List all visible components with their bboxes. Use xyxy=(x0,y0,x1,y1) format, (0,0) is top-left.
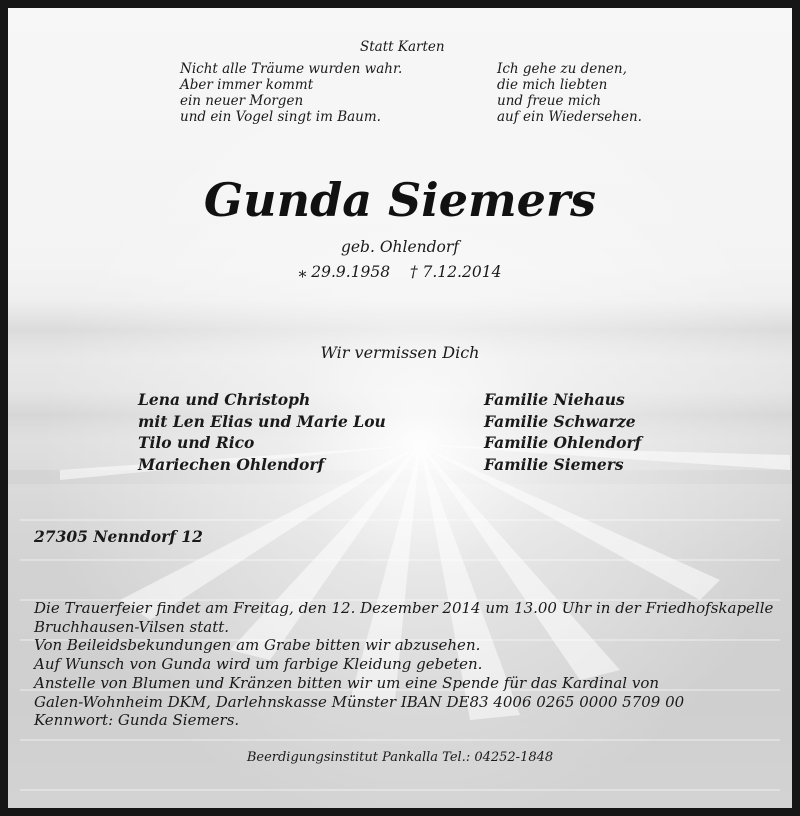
poem-right-line: und freue mich xyxy=(497,93,602,109)
mourner-line: Familie Schwarze xyxy=(484,411,636,431)
poem-right-line: die mich liebten xyxy=(497,77,608,93)
poem-right-line: auf ein Wiedersehen. xyxy=(497,109,642,125)
poem-left xyxy=(180,61,402,125)
poem-left-line: und ein Vogel singt im Baum. xyxy=(180,109,381,125)
mourner-line: Familie Ohlendorf xyxy=(484,433,642,452)
notice-line: Kennwort: Gunda Siemers. xyxy=(34,711,240,730)
birth-name: geb. Ohlendorf xyxy=(340,238,460,256)
notice-line: Auf Wunsch von Gunda wird um farbige Kleidung gebeten. xyxy=(34,655,483,674)
birth-symbol: ⁎ xyxy=(298,263,307,281)
address: 27305 Nenndorf 12 xyxy=(34,527,203,546)
notice-line: Bruchhausen-Vilsen statt. xyxy=(34,617,230,636)
notice-line: Die Trauerfeier findet am Freitag, den 12. Dezember 2014 um 13.00 Uhr in der Friedhofskapelle xyxy=(34,599,774,617)
mourners-right xyxy=(484,389,641,475)
mourner-line: Mariechen Ohlendorf xyxy=(138,454,325,474)
missing-text: Wir vermissen Dich xyxy=(320,343,480,362)
mourner-line: mit Len Elias und Marie Lou xyxy=(138,411,386,431)
mourner-line: Familie Niehaus xyxy=(484,390,625,409)
death-date: 7.12.2014 xyxy=(422,263,502,281)
poem-left-line: ein neuer Morgen xyxy=(180,93,304,109)
poem-left-line: Aber immer kommt xyxy=(180,77,314,93)
notice-text xyxy=(34,599,773,730)
birth-date: 29.9.1958 xyxy=(311,263,391,281)
poem-right xyxy=(497,61,642,125)
death-symbol: † xyxy=(409,263,418,281)
mourner-line: Tilo und Rico xyxy=(138,433,255,452)
deceased-name: Gunda Siemers xyxy=(203,173,597,227)
life-dates xyxy=(0,263,800,281)
funeral-home-footer: Beerdigungsinstitut Pankalla Tel.: 04252-1848 xyxy=(246,750,554,765)
poem-right-line: Ich gehe zu denen, xyxy=(497,61,627,77)
notice-line: Galen-Wohnheim DKM, Darlehnskasse Münster IBAN DE83 4006 0265 0000 5709 00 xyxy=(34,692,685,711)
statt-karten-label: Statt Karten xyxy=(360,39,445,55)
poem-left-line: Nicht alle Träume wurden wahr. xyxy=(180,61,403,77)
notice-line: Von Beileidsbekundungen am Grabe bitten wir abzusehen. xyxy=(34,636,481,655)
mourners-left xyxy=(138,389,386,475)
notice-line: Anstelle von Blumen und Kränzen bitten wir um eine Spende für das Kardinal von xyxy=(34,673,660,692)
mourner-line: Lena und Christoph xyxy=(138,390,311,409)
mourner-line: Familie Siemers xyxy=(484,454,624,474)
